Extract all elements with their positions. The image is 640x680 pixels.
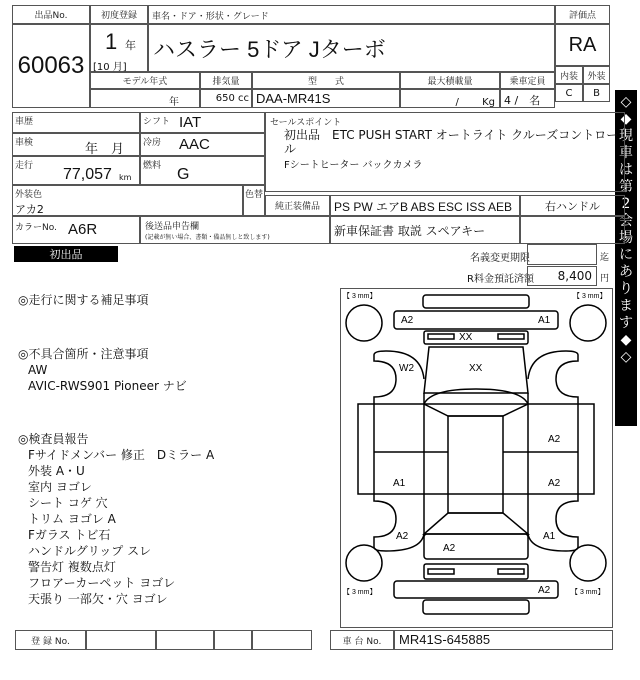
score-label: 評価点 xyxy=(555,5,610,24)
first-reg-year: 1 xyxy=(105,29,118,54)
equipment-label: 純正装備品 xyxy=(265,195,330,216)
inspection: 年 月 xyxy=(85,142,125,157)
model-year: 年 xyxy=(90,89,200,108)
exterior-label: 外装 xyxy=(583,66,610,84)
damage-mark: XX xyxy=(459,332,473,343)
model-year-label: モデル年式 xyxy=(90,72,200,89)
tread-rr: 【 3 mm】 xyxy=(571,589,605,596)
interior-grade: C xyxy=(555,84,583,102)
chassis-label: 車 台 No. xyxy=(330,630,394,650)
damage-mark: W2 xyxy=(399,363,414,374)
recycle-unit: 円 xyxy=(600,274,610,284)
documents: 新車保証書 取説 スペアキー xyxy=(330,216,520,244)
name-change-unit: 迄 xyxy=(600,253,610,263)
reg-no-cell xyxy=(156,630,214,650)
damage-diagram xyxy=(340,288,613,628)
reg-no-cell xyxy=(214,630,252,650)
equipment: PS PW エアB ABS ESC ISS AEB xyxy=(330,195,520,216)
interior-label: 内装 xyxy=(555,66,583,84)
damage-mark: A2 xyxy=(401,315,414,326)
model-type: DAA-MR41S xyxy=(252,89,400,108)
name-change-label: 名義変更期限 xyxy=(470,253,530,264)
inspector-report: ◎検査員報告 Fサイドメンバー 修正 Dミラー A 外装 A・U 室内 ヨゴレ シート コゲ 穴 トリム ヨゴレ A Fガラス トビ石 ハンドルグリップ スレ 警告灯 複数点灯 フロアーカーペット ヨゴレ 天張り 一部欠・穴 ヨゴレ xyxy=(18,432,215,606)
damage-mark: A1 xyxy=(393,478,406,489)
later-items: 後送品申告欄 (記載が無い場合、書類・備品無しと致します) xyxy=(140,216,330,244)
venue-notice: ◇ ◆ 現 車 は 第 2 会 場 に あ り ま す ◆ ◇ xyxy=(615,90,637,426)
color-change-cell: 色替 xyxy=(243,185,265,216)
displacement: 650 cc xyxy=(200,89,252,108)
tread-fl: 【 3 mm】 xyxy=(343,293,377,300)
shift: IAT xyxy=(179,114,202,131)
damage-mark: A1 xyxy=(543,531,556,542)
color-no: A6R xyxy=(68,221,98,238)
recycle-fee: 8,400 xyxy=(527,266,597,286)
car-name-label: 車名・ドア・形状・グレード xyxy=(148,5,555,24)
first-reg-label: 初度登録 xyxy=(90,5,148,24)
car-name: ハスラー 5ドア Jターボ xyxy=(148,24,555,72)
shift-cell: シフト IAT xyxy=(140,112,265,133)
damage-mark: A1 xyxy=(538,315,551,326)
color-no-cell: カラーNo. A6R xyxy=(12,216,140,244)
recycle-label: R料金預託済額 xyxy=(467,274,534,285)
displacement-label: 排気量 xyxy=(200,72,252,89)
reg-no-label: 登 録 No. xyxy=(15,630,86,650)
mileage-cell: 走行 77,057 km xyxy=(12,156,140,185)
damage-mark: A2 xyxy=(396,531,409,542)
capacity-label: 乗車定員 xyxy=(500,72,555,89)
steering-side: 右ハンドル xyxy=(520,195,625,216)
fuel: G xyxy=(177,166,190,183)
tread-fr: 【 3 mm】 xyxy=(573,293,607,300)
exterior-grade: B xyxy=(583,84,610,102)
capacity: 4 / 名 xyxy=(500,89,555,108)
tread-rl: 【 3 mm】 xyxy=(343,589,377,596)
fuel-cell: 燃料 G xyxy=(140,156,265,185)
chassis-number: MR41S-645885 xyxy=(394,630,613,650)
score: RA xyxy=(555,24,610,66)
blank-cell xyxy=(520,216,625,244)
name-change-deadline xyxy=(527,244,597,265)
ac: AAC xyxy=(179,136,210,153)
damage-mark: A2 xyxy=(443,543,456,554)
color: アカ2 xyxy=(15,203,44,216)
car-body-outline xyxy=(346,295,606,614)
load-label: 最大積載量 xyxy=(400,72,500,89)
lot-number: 60063 xyxy=(12,24,90,108)
damage-mark: A2 xyxy=(548,478,561,489)
sales-points: セールスポイント 初出品 ETC PUSH START オートライト クルーズコントロール Fシートヒーター バックカメラ xyxy=(265,112,625,192)
ac-cell: 冷房 AAC xyxy=(140,133,265,156)
history-cell: 車歴 xyxy=(12,112,140,133)
reg-no-cell xyxy=(86,630,156,650)
driving-notes-title: ◎走行に関する補足事項 xyxy=(18,293,149,307)
color-cell: 外装色 アカ2 xyxy=(12,185,243,216)
first-listing-badge: 初出品 xyxy=(14,246,118,262)
mileage: 77,057 xyxy=(63,166,112,183)
type-label: 型 式 xyxy=(252,72,400,89)
lot-label: 出品No. xyxy=(12,5,90,24)
inspection-cell: 車検 年 月 xyxy=(12,133,140,156)
damage-mark: XX xyxy=(469,363,483,374)
year-unit: 年 xyxy=(125,39,136,52)
damage-mark: A2 xyxy=(548,434,561,445)
first-reg xyxy=(90,24,148,72)
max-load: / Kg xyxy=(400,89,500,108)
reg-no-cell xyxy=(252,630,312,650)
first-reg-month: [10 月] xyxy=(93,62,127,73)
damage-mark: A2 xyxy=(538,585,551,596)
defects-section: ◎不具合箇所・注意事項 AW AVIC-RWS901 Pioneer ナビ xyxy=(18,347,187,393)
